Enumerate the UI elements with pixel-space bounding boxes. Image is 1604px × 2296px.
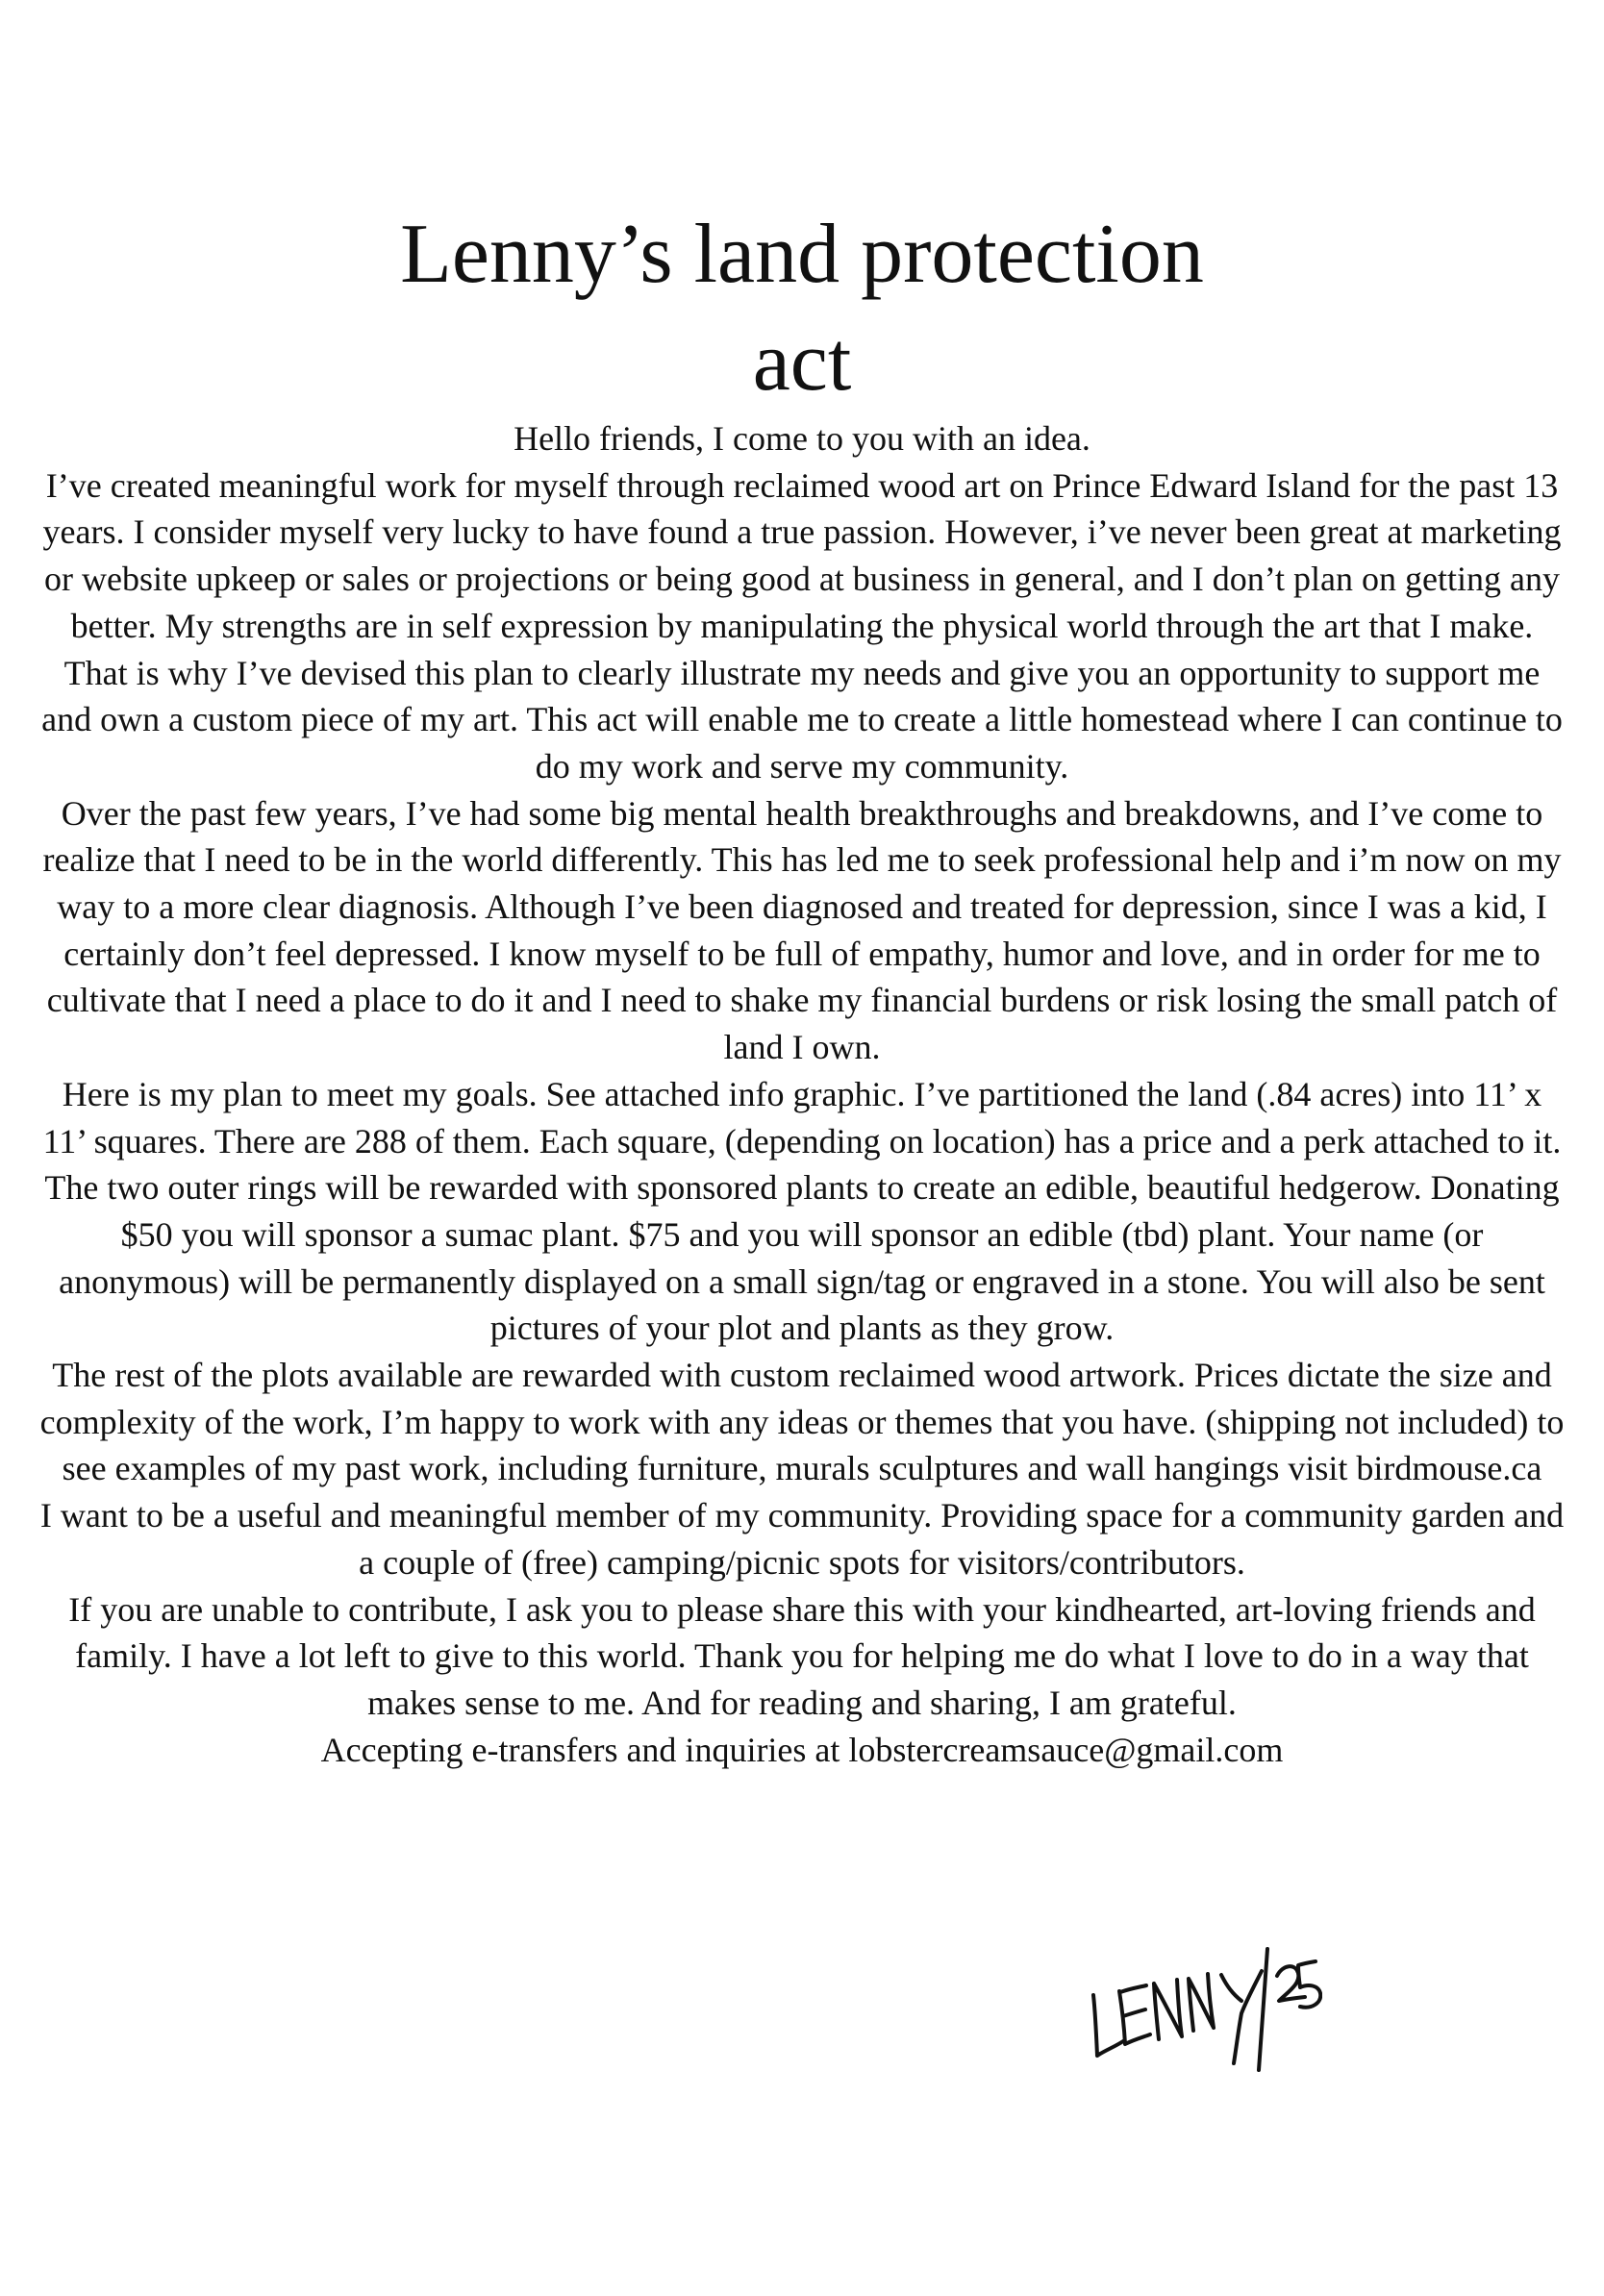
- community-paragraph: I want to be a useful and meaningful member of my community. Providing space for a community garden and a couple of (free) camping/picnic spots for visitors/contributors.: [39, 1496, 1565, 1582]
- hedgerow-paragraph: The two outer rings will be rewarded with sponsored plants to create an edible, beautiful hedgerow. Donating $50 you will sponsor a sumac plant. $75 and you will sponsor an edible (tbd) plant. Your name (or anonymous) will be permanently displayed on a small sign/tag or engraved in a stone. You will also be sent pictures of your plot and plants as they grow.: [44, 1168, 1560, 1348]
- letter-body: [38, 415, 1566, 1773]
- signature-stroke-y: [1221, 1971, 1262, 2063]
- contact-paragraph: Accepting e-transfers and inquiries at lobstercreamsauce@gmail.com: [320, 1730, 1284, 1769]
- document-title: [0, 201, 1604, 416]
- signature-stroke-slash: [1259, 1949, 1267, 2070]
- title-line-1: Lenny’s land protection: [400, 207, 1204, 301]
- mental-health-paragraph: Over the past few years, I’ve had some big mental health breakthroughs and breakdowns, and I’ve come to realize that I need to be in the world differently. This has led me to seek professional help and i’m now on my way to a more clear diagnosis. Although I’ve been diagnosed and treated for depression, since I was a kid, I certainly don’t feel depressed. I know myself to be full of empathy, humor and love, and in order for me to cultivate that I need a place to do it and I need to shake my financial burdens or risk losing the small patch of land I own.: [42, 793, 1562, 1067]
- artwork-rewards-paragraph: The rest of the plots available are rewarded with custom reclaimed wood artwork. Prices dictate the size and complexity of the work, I’m happy to work with any ideas or themes that you have. (shipping not included) to see examples of my past work, including furniture, murals sculptures and wall hangings visit birdmouse.ca: [39, 1356, 1565, 1488]
- greeting-paragraph: Hello friends, I come to you with an idea.: [514, 419, 1090, 458]
- background-paragraph: I’ve created meaningful work for myself through reclaimed wood art on Prince Edward Island for the past 13 years. I consider myself very lucky to have found a true passion. However, i’ve never been great at marketing or website upkeep or sales or projections or being good at business in general, and I don’t plan on getting any better. My strengths are in self expression by manipulating the physical world through the art that I make. That is why I’ve devised this plan to clearly illustrate my needs and give you an opportunity to support me and own a custom piece of my art. This act will enable me to create a little homestead where I can continue to do my work and serve my community.: [41, 465, 1563, 786]
- handwritten-signature: [1082, 1942, 1322, 2086]
- signature-stroke-5: [1298, 1961, 1320, 2008]
- signature-drawing: [1082, 1942, 1322, 2086]
- land-plan-paragraph: Here is my plan to meet my goals. See attached info graphic. I’ve partitioned the land (.84 acres) into 11’ x 11’ squares. There are 288 of them. Each square, (depending on location) has a price and a perk attached to it.: [42, 1074, 1562, 1160]
- signature-stroke-e: [1119, 1985, 1150, 2044]
- title-line-2: act: [752, 314, 852, 409]
- signature-stroke-n1: [1154, 1980, 1182, 2039]
- sharing-paragraph: If you are unable to contribute, I ask you to please share this with your kindhearted, art-loving friends and family. I have a lot left to give to this world. Thank you for helping me do what I love to do in a way that makes sense to me. And for reading and sharing, I am grateful.: [68, 1589, 1536, 1722]
- signature-stroke-n2: [1189, 1974, 1214, 2031]
- signature-stroke-l: [1093, 1995, 1123, 2056]
